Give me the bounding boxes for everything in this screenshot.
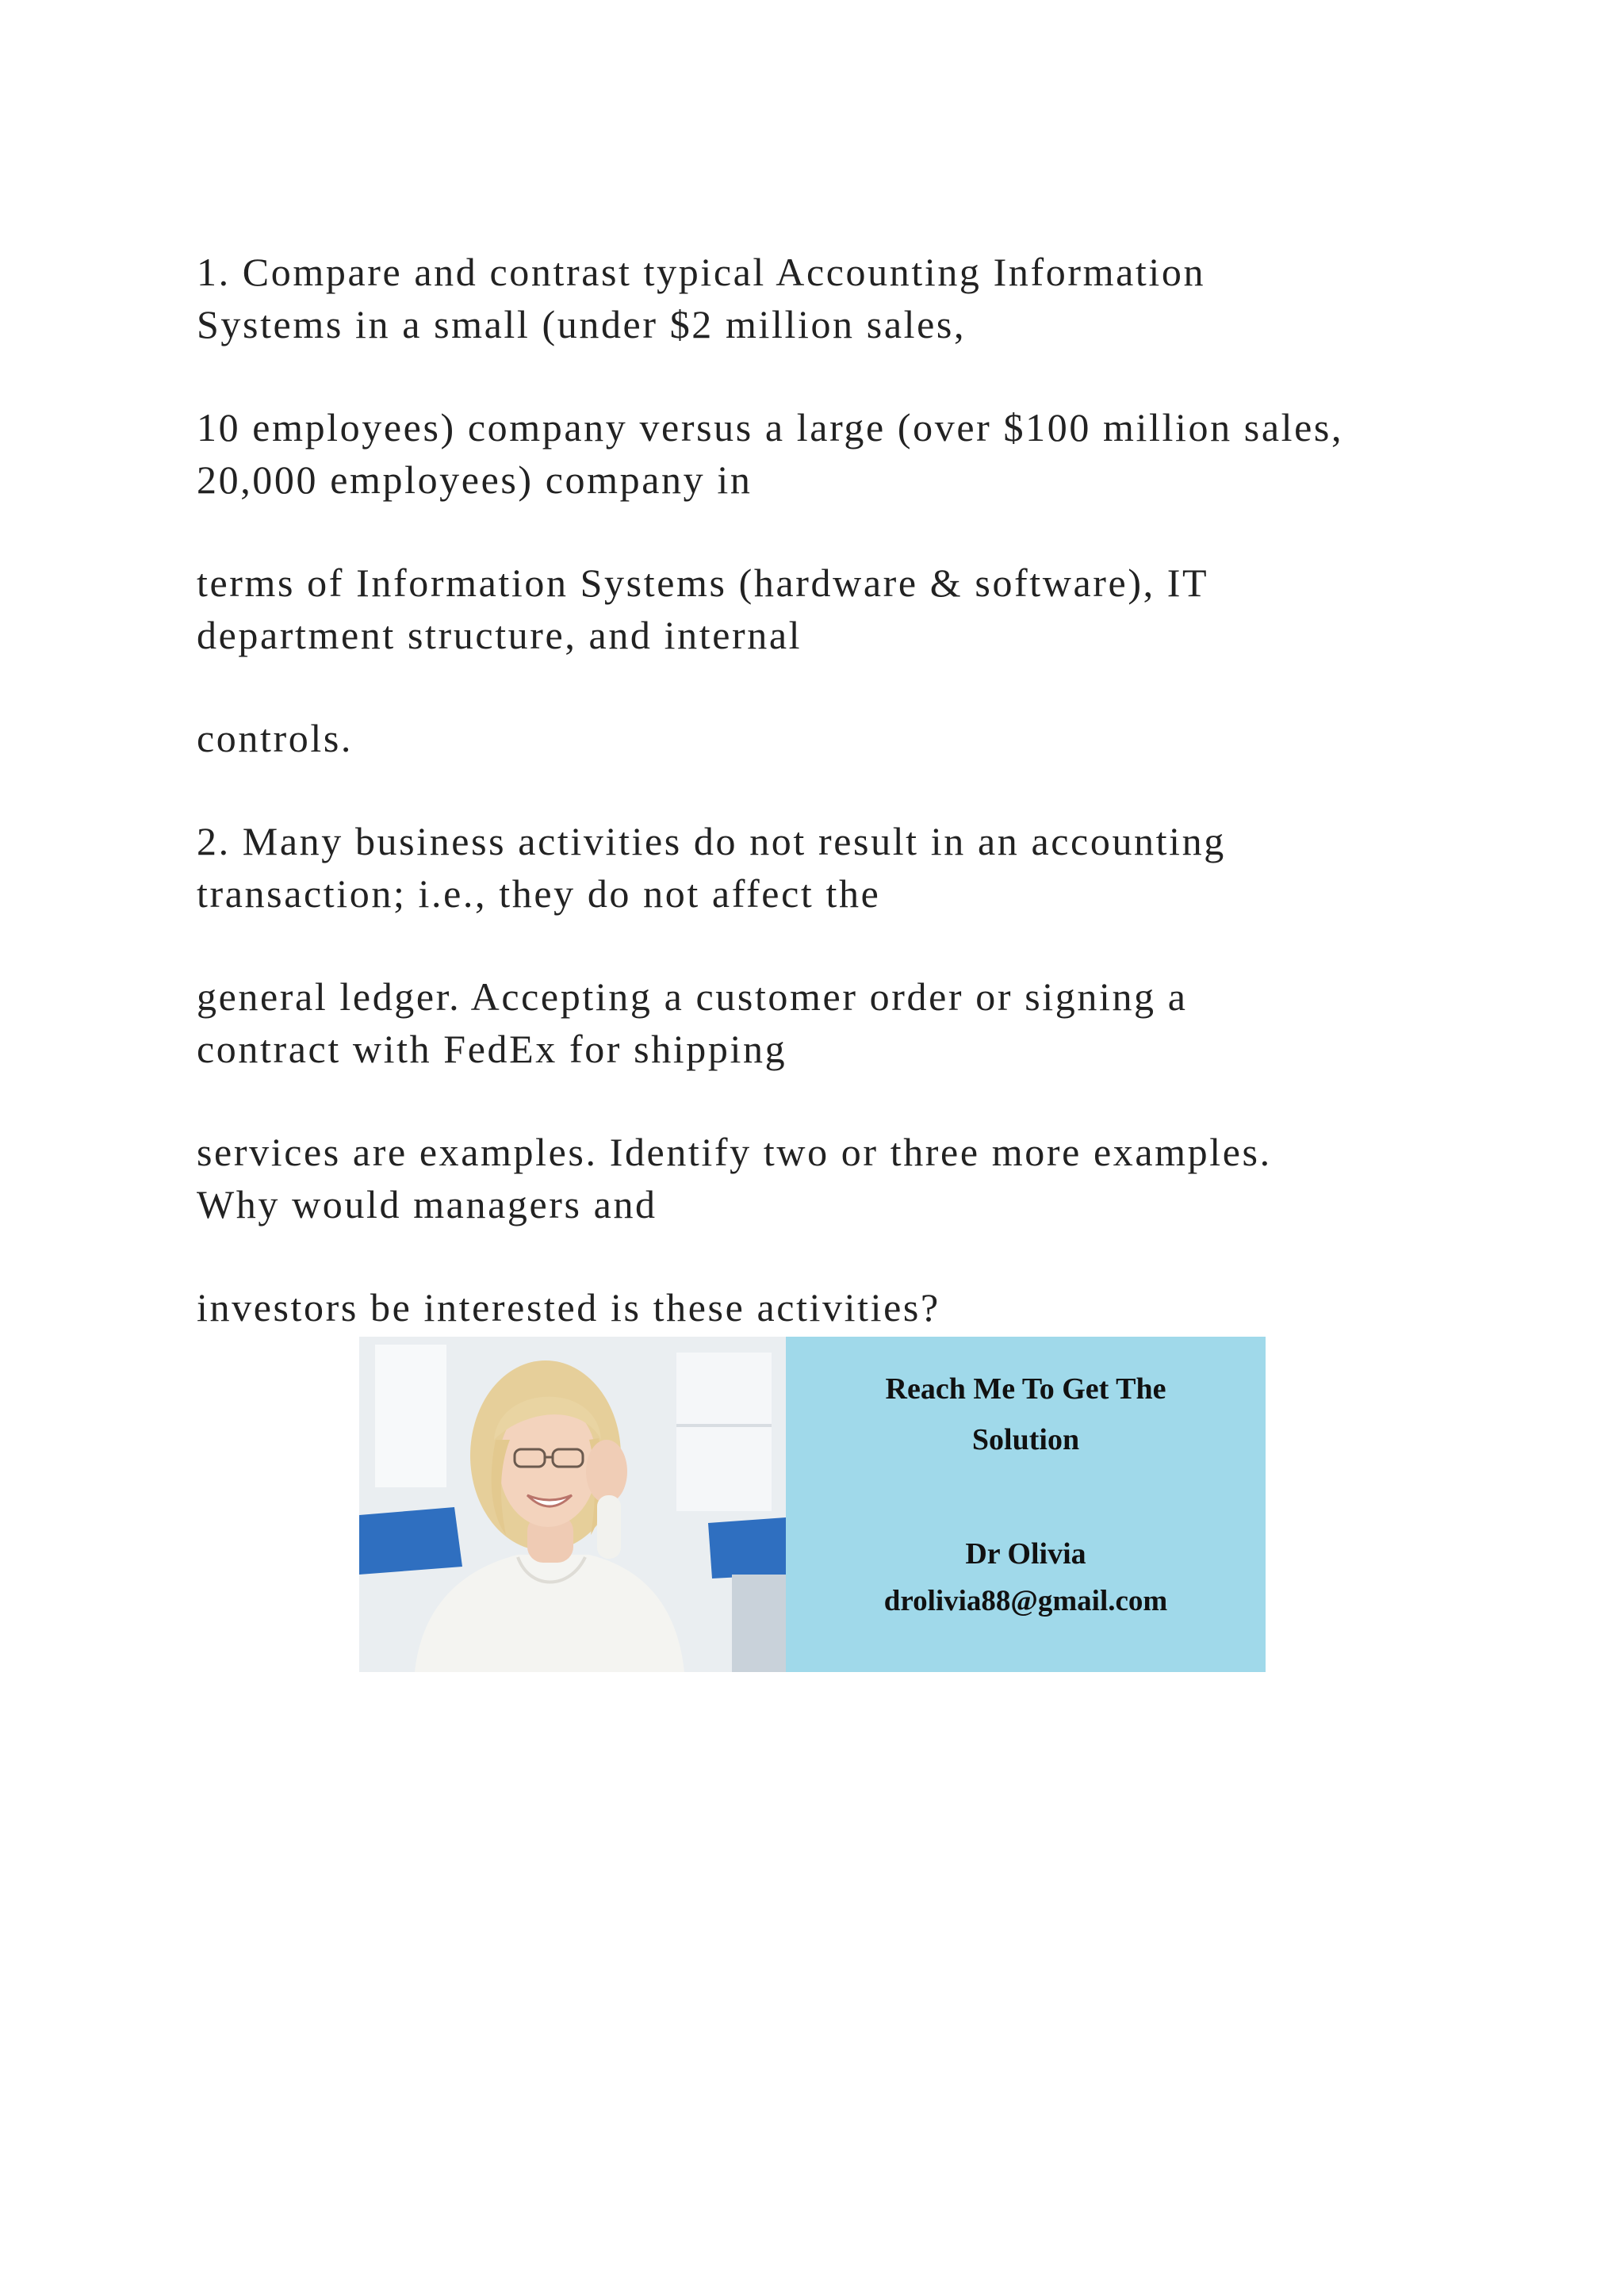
paragraph-line: services are examples. Identify two or three more examples. — [197, 1130, 1272, 1174]
paragraph-8 — [197, 1281, 1497, 1334]
paragraph-line: 1. Compare and contrast typical Accounting Information — [197, 250, 1206, 294]
paragraph-line: transaction; i.e., they do not affect the — [197, 871, 881, 916]
contact-card — [786, 1337, 1266, 1672]
paragraph-line: terms of Information Systems (hardware & software), IT — [197, 561, 1209, 605]
contact-banner — [359, 1337, 1266, 1672]
paragraph-1 — [197, 246, 1497, 350]
paragraph-2 — [197, 401, 1497, 506]
woman-photo — [359, 1337, 786, 1672]
document-body — [197, 246, 1497, 1384]
paragraph-6 — [197, 970, 1497, 1075]
paragraph-7 — [197, 1126, 1497, 1230]
contact-name: Dr Olivia — [965, 1537, 1086, 1571]
contact-heading-2: Solution — [971, 1423, 1080, 1456]
paragraph-3 — [197, 557, 1497, 661]
paragraph-line: controls. — [197, 716, 353, 760]
woman-illustration — [359, 1337, 786, 1672]
paragraph-line: Systems in a small (under $2 million sales, — [197, 302, 967, 346]
contact-email: drolivia88@gmail.com — [883, 1585, 1168, 1617]
contact-heading: Reach Me To Get The — [885, 1372, 1166, 1406]
paragraph-line: investors be interested is these activities? — [197, 1285, 940, 1330]
paragraph-line: 2. Many business activities do not result in an accounting — [197, 819, 1226, 863]
paragraph-line: contract with FedEx for shipping — [197, 1027, 787, 1071]
paragraph-line: Why would managers and — [197, 1182, 657, 1226]
paragraph-line: 10 employees) company versus a large (over $100 million sales, — [197, 405, 1344, 450]
paragraph-4 — [197, 712, 1497, 764]
paragraph-5 — [197, 815, 1497, 920]
paragraph-line: department structure, and internal — [197, 613, 802, 657]
paragraph-line: general ledger. Accepting a customer order or signing a — [197, 974, 1188, 1019]
paragraph-line: 20,000 employees) company in — [197, 457, 753, 502]
